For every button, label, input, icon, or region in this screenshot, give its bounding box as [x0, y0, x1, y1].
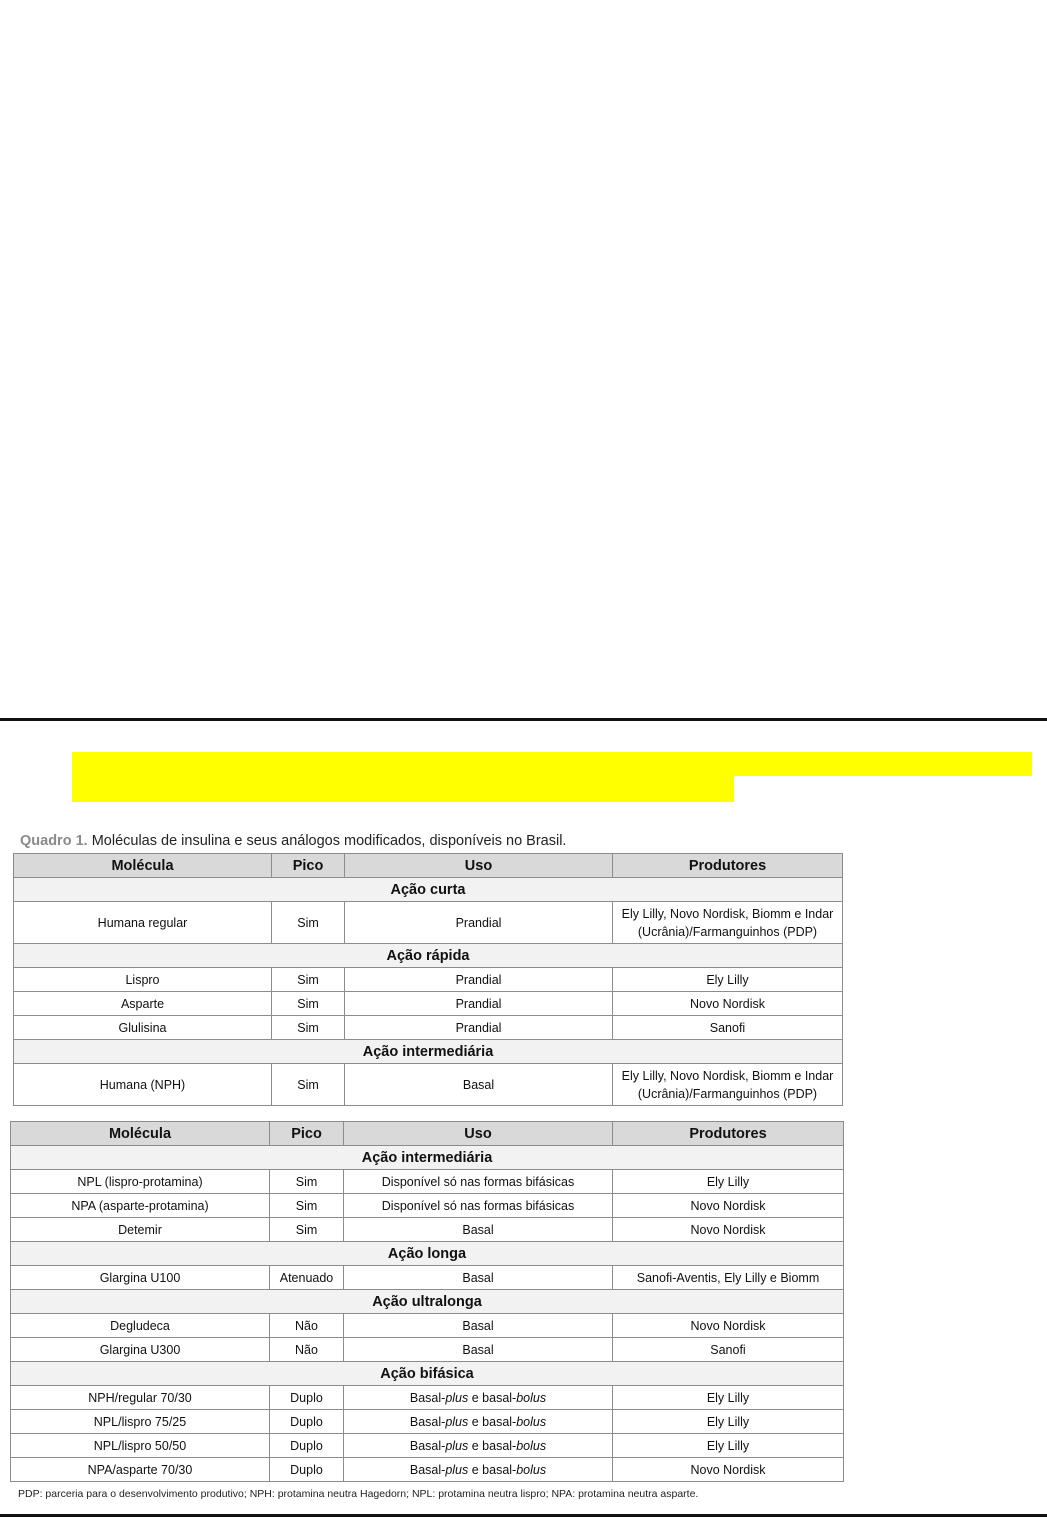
cell-molecula: NPL (lispro-protamina) — [11, 1170, 270, 1194]
section-row — [14, 944, 843, 968]
table-row — [11, 1338, 844, 1362]
cell-produtores: Novo Nordisk — [613, 1314, 844, 1338]
table-row — [11, 1434, 844, 1458]
table-row — [11, 1218, 844, 1242]
cell-pico: Sim — [272, 968, 345, 992]
cell-produtores: Sanofi-Aventis, Ely Lilly e Biomm — [613, 1266, 844, 1290]
cell-pico: Duplo — [270, 1434, 344, 1458]
cell-molecula: NPH/regular 70/30 — [11, 1386, 270, 1410]
cell-pico: Não — [270, 1338, 344, 1362]
cell-produtores: Novo Nordisk — [613, 1218, 844, 1242]
cell-pico: Sim — [270, 1194, 344, 1218]
cell-produtores: Ely Lilly — [613, 1170, 844, 1194]
header-molecula: Molécula — [11, 1122, 270, 1146]
table-row — [11, 1170, 844, 1194]
header-molecula: Molécula — [14, 854, 272, 878]
cell-uso: Basal-plus e basal-bolus — [344, 1458, 613, 1482]
cell-pico: Duplo — [270, 1458, 344, 1482]
table-row — [14, 968, 843, 992]
cell-uso: Prandial — [345, 968, 613, 992]
cell-produtores: Ely Lilly — [613, 1434, 844, 1458]
table-caption — [20, 833, 566, 849]
insulin-table-part1 — [13, 853, 843, 1106]
cell-uso: Basal — [344, 1266, 613, 1290]
insulin-table-part2 — [10, 1121, 844, 1482]
cell-molecula: NPA (asparte-protamina) — [11, 1194, 270, 1218]
section-title: Ação intermediária — [11, 1146, 844, 1170]
cell-uso: Basal — [345, 1064, 613, 1106]
highlight-band-1 — [72, 752, 1032, 776]
table-row — [11, 1266, 844, 1290]
cell-uso: Basal — [344, 1218, 613, 1242]
cell-produtores: Novo Nordisk — [613, 992, 843, 1016]
header-pico: Pico — [270, 1122, 344, 1146]
section-title: Ação intermediária — [14, 1040, 843, 1064]
table-row — [11, 1314, 844, 1338]
header-produtores: Produtores — [613, 854, 843, 878]
cell-pico: Sim — [272, 1016, 345, 1040]
cell-pico: Não — [270, 1314, 344, 1338]
cell-produtores: Ely Lilly — [613, 1386, 844, 1410]
cell-molecula: NPA/asparte 70/30 — [11, 1458, 270, 1482]
caption-text: Moléculas de insulina e seus análogos modificados, disponíveis no Brasil. — [87, 833, 567, 849]
caption-label: Quadro 1. — [20, 833, 88, 849]
cell-pico: Atenuado — [270, 1266, 344, 1290]
cell-produtores: Ely Lilly, Novo Nordisk, Biomm e Indar (Ucrânia)/Farmanguinhos (PDP) — [613, 902, 843, 944]
cell-uso: Basal — [344, 1314, 613, 1338]
section-row — [14, 1040, 843, 1064]
section-row — [11, 1146, 844, 1170]
header-uso: Uso — [344, 1122, 613, 1146]
cell-produtores: Ely Lilly, Novo Nordisk, Biomm e Indar (Ucrânia)/Farmanguinhos (PDP) — [613, 1064, 843, 1106]
cell-molecula: Glargina U300 — [11, 1338, 270, 1362]
cell-uso: Prandial — [345, 1016, 613, 1040]
cell-molecula: Lispro — [14, 968, 272, 992]
cell-pico: Sim — [272, 992, 345, 1016]
cell-produtores: Ely Lilly — [613, 968, 843, 992]
cell-uso: Prandial — [345, 992, 613, 1016]
highlight-band-2 — [72, 776, 734, 802]
cell-produtores: Novo Nordisk — [613, 1458, 844, 1482]
cell-uso: Basal-plus e basal-bolus — [344, 1386, 613, 1410]
table-header-row — [14, 854, 843, 878]
table-row — [14, 1016, 843, 1040]
header-produtores: Produtores — [613, 1122, 844, 1146]
table-row — [11, 1194, 844, 1218]
cell-molecula: Glulisina — [14, 1016, 272, 1040]
section-row — [11, 1290, 844, 1314]
section-title: Ação rápida — [14, 944, 843, 968]
table-row — [14, 902, 843, 944]
table-row — [11, 1386, 844, 1410]
cell-uso: Prandial — [345, 902, 613, 944]
cell-pico: Sim — [272, 902, 345, 944]
cell-uso: Basal — [344, 1338, 613, 1362]
bottom-rule — [0, 1514, 1047, 1517]
table-header-row — [11, 1122, 844, 1146]
cell-pico: Sim — [270, 1170, 344, 1194]
cell-pico: Sim — [272, 1064, 345, 1106]
table-row — [14, 1064, 843, 1106]
section-row — [14, 878, 843, 902]
section-row — [11, 1242, 844, 1266]
cell-produtores: Ely Lilly — [613, 1410, 844, 1434]
cell-pico: Sim — [270, 1218, 344, 1242]
cell-pico: Duplo — [270, 1410, 344, 1434]
section-title: Ação bifásica — [11, 1362, 844, 1386]
section-title: Ação ultralonga — [11, 1290, 844, 1314]
cell-molecula: Degludeca — [11, 1314, 270, 1338]
cell-produtores: Novo Nordisk — [613, 1194, 844, 1218]
cell-molecula: NPL/lispro 50/50 — [11, 1434, 270, 1458]
cell-uso: Disponível só nas formas bifásicas — [344, 1170, 613, 1194]
cell-molecula: Asparte — [14, 992, 272, 1016]
table-row — [14, 992, 843, 1016]
header-pico: Pico — [272, 854, 345, 878]
cell-uso: Basal-plus e basal-bolus — [344, 1410, 613, 1434]
table-footnote: PDP: parceria para o desenvolvimento produtivo; NPH: protamina neutra Hagedorn; NPL: protamina neutra lispro; NPA: protamina neutra asparte. — [18, 1488, 699, 1500]
table-row — [11, 1410, 844, 1434]
cell-produtores: Sanofi — [613, 1338, 844, 1362]
cell-uso: Basal-plus e basal-bolus — [344, 1434, 613, 1458]
cell-molecula: Humana (NPH) — [14, 1064, 272, 1106]
cell-produtores: Sanofi — [613, 1016, 843, 1040]
cell-molecula: Glargina U100 — [11, 1266, 270, 1290]
cell-molecula: Detemir — [11, 1218, 270, 1242]
table-row — [11, 1458, 844, 1482]
cell-uso: Disponível só nas formas bifásicas — [344, 1194, 613, 1218]
section-title: Ação curta — [14, 878, 843, 902]
header-uso: Uso — [345, 854, 613, 878]
section-row — [11, 1362, 844, 1386]
top-rule — [0, 718, 1047, 721]
cell-molecula: NPL/lispro 75/25 — [11, 1410, 270, 1434]
cell-pico: Duplo — [270, 1386, 344, 1410]
section-title: Ação longa — [11, 1242, 844, 1266]
cell-molecula: Humana regular — [14, 902, 272, 944]
